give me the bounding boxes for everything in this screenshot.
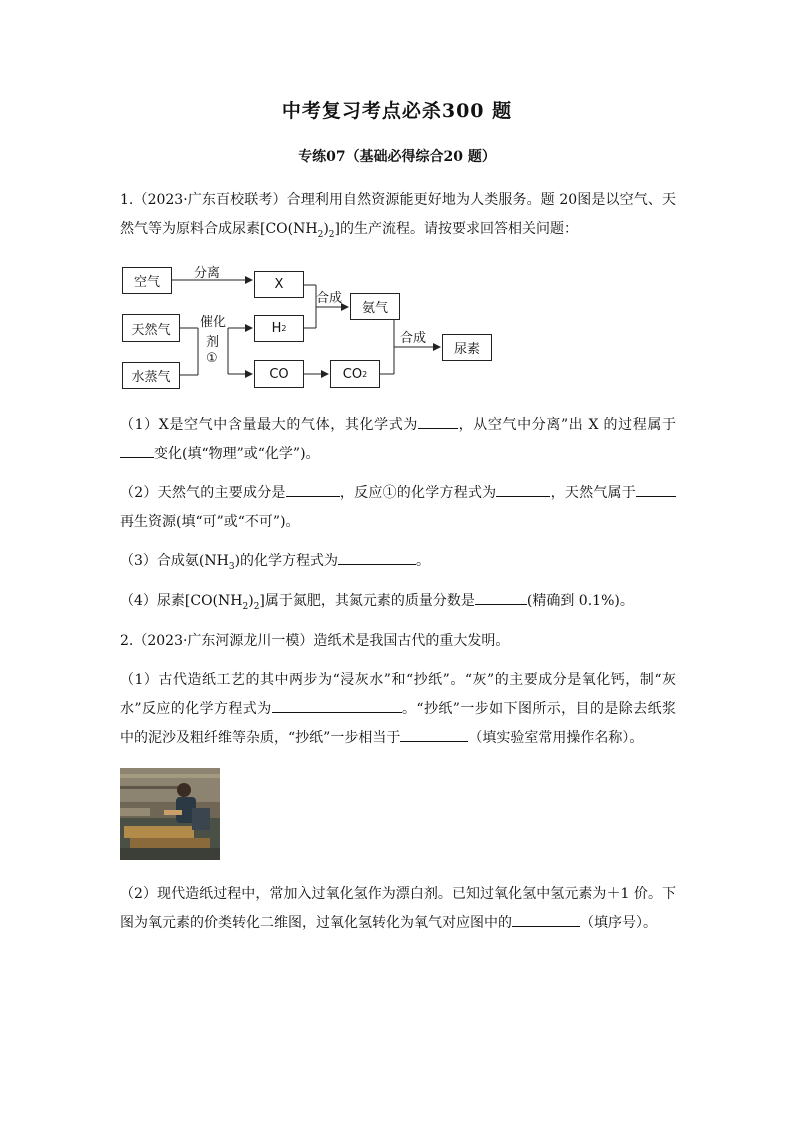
question-2-part-2 bbox=[120, 880, 676, 938]
h2-text: H bbox=[271, 321, 282, 336]
q1p3-sub: 3 bbox=[228, 561, 235, 572]
label-catalyst-2: 剂 bbox=[206, 335, 220, 350]
h2-sub: 2 bbox=[281, 324, 287, 333]
answer-blank[interactable] bbox=[286, 482, 340, 497]
answer-blank[interactable] bbox=[496, 482, 550, 497]
q2p1-text-a: （1）古代造纸工艺的其中两步为“浸灰水”和“抄纸”。“灰”的主要成分是氧化钙，制“灰水”反应的化学方程式为 bbox=[120, 672, 676, 717]
q1-intro-sub-2: 2 bbox=[328, 229, 335, 240]
flow-node-x: X bbox=[254, 271, 304, 298]
q1p2-text-a: （2）天然气的主要成分是 bbox=[120, 485, 286, 501]
q1p1-text-a: （1）X是空气中含量最大的气体，其化学式为 bbox=[120, 417, 418, 433]
q1p4-sub-2: 2 bbox=[253, 601, 260, 612]
flow-node-ammonia: 氨气 bbox=[350, 293, 400, 320]
q1-intro-text-b: ]的生产流程。请按要求回答相关问题： bbox=[334, 221, 578, 237]
flow-node-co: CO bbox=[254, 360, 304, 388]
question-2-intro: 2.（2023·广东河源龙川一模）造纸术是我国古代的重大发明。 bbox=[120, 633, 510, 649]
answer-blank[interactable] bbox=[636, 482, 676, 497]
co2-sub: 2 bbox=[362, 369, 368, 379]
q1-intro-text-mid: ) bbox=[323, 221, 329, 237]
flow-node-steam: 水蒸气 bbox=[122, 362, 180, 389]
papermaking-photo bbox=[120, 768, 220, 860]
label-separate: 分离 bbox=[194, 266, 221, 281]
q2p2-text-b: （填序号）。 bbox=[580, 915, 657, 931]
q1p2-text-d: 再生资源(填“可”或“不可”)。 bbox=[120, 514, 300, 530]
co2-text: CO bbox=[342, 366, 363, 382]
q1p4-text-mid: ) bbox=[248, 593, 254, 609]
q2p1-text-b: 。“抄纸”一步如下图所示，目的是除去纸浆中的泥沙及粗纤维等杂质，“抄纸”一步相当于 bbox=[120, 701, 676, 746]
question-1-part-2 bbox=[120, 479, 676, 537]
answer-blank[interactable] bbox=[418, 414, 458, 429]
question-1-part-4 bbox=[120, 587, 676, 622]
page-subtitle: 专练07（基础必得综合20 题） bbox=[298, 149, 496, 165]
production-flow-diagram bbox=[118, 258, 508, 393]
label-synthesis-1: 合成 bbox=[316, 291, 343, 306]
answer-blank[interactable] bbox=[338, 550, 416, 565]
q1-intro-sub-1: 2 bbox=[317, 229, 324, 240]
q1p3-text-c: 。 bbox=[416, 553, 431, 569]
flow-node-air: 空气 bbox=[122, 267, 172, 294]
q2p2-text-a: （2）现代造纸过程中，常加入过氧化氢作为漂白剂。已知过氧化氢中氢元素为＋1 价。下图为氧元素的价类转化二维图，过氧化氢转化为氧气对应图中的 bbox=[120, 886, 676, 931]
flow-node-natural-gas: 天然气 bbox=[122, 314, 180, 342]
q1p1-text-c: 变化(填“物理”或“化学”)。 bbox=[154, 446, 320, 462]
page-title: 中考复习考点必杀300 题 bbox=[281, 100, 513, 122]
answer-blank[interactable] bbox=[512, 912, 580, 927]
q1p4-text-b: ]属于氮肥，其氮元素的质量分数是 bbox=[259, 593, 475, 609]
q1-intro-text-a: 1.（2023·广东百校联考）合理利用自然资源能更好地为人类服务。题 20图是以空气、天然气等为原料合成尿素[CO(NH bbox=[120, 192, 676, 237]
answer-blank[interactable] bbox=[400, 727, 468, 742]
question-1-intro bbox=[120, 186, 676, 250]
answer-blank[interactable] bbox=[475, 590, 527, 605]
question-1-part-3 bbox=[120, 547, 676, 582]
flow-node-urea: 尿素 bbox=[442, 334, 492, 361]
flow-node-h2 bbox=[254, 315, 304, 342]
q1p3-text-a: （3）合成氨(NH bbox=[120, 553, 229, 569]
label-catalyst-1: 催化 bbox=[200, 315, 227, 330]
q1p3-text-b: )的化学方程式为 bbox=[234, 553, 339, 569]
q1p4-text-a: （4）尿素[CO(NH bbox=[120, 593, 243, 609]
question-2-part-1 bbox=[120, 666, 676, 753]
papermaking-illustration bbox=[120, 768, 220, 860]
question-1-part-1 bbox=[120, 411, 676, 469]
q1p4-sub-1: 2 bbox=[242, 601, 249, 612]
q2p1-text-c: （填实验室常用操作名称）。 bbox=[468, 730, 644, 746]
q1p2-text-b: ，反应①的化学方程式为 bbox=[339, 485, 497, 501]
q1p2-text-c: ，天然气属于 bbox=[550, 485, 637, 501]
label-catalyst-3: ① bbox=[206, 351, 218, 366]
q1p1-text-b: ，从空气中分离”出 X 的过程属于 bbox=[457, 417, 676, 433]
label-synthesis-2: 合成 bbox=[400, 331, 427, 346]
flow-node-co2 bbox=[330, 360, 380, 388]
q1p4-text-c: (精确到 0.1%)。 bbox=[526, 593, 634, 609]
answer-blank[interactable] bbox=[272, 698, 402, 713]
answer-blank[interactable] bbox=[120, 443, 154, 458]
